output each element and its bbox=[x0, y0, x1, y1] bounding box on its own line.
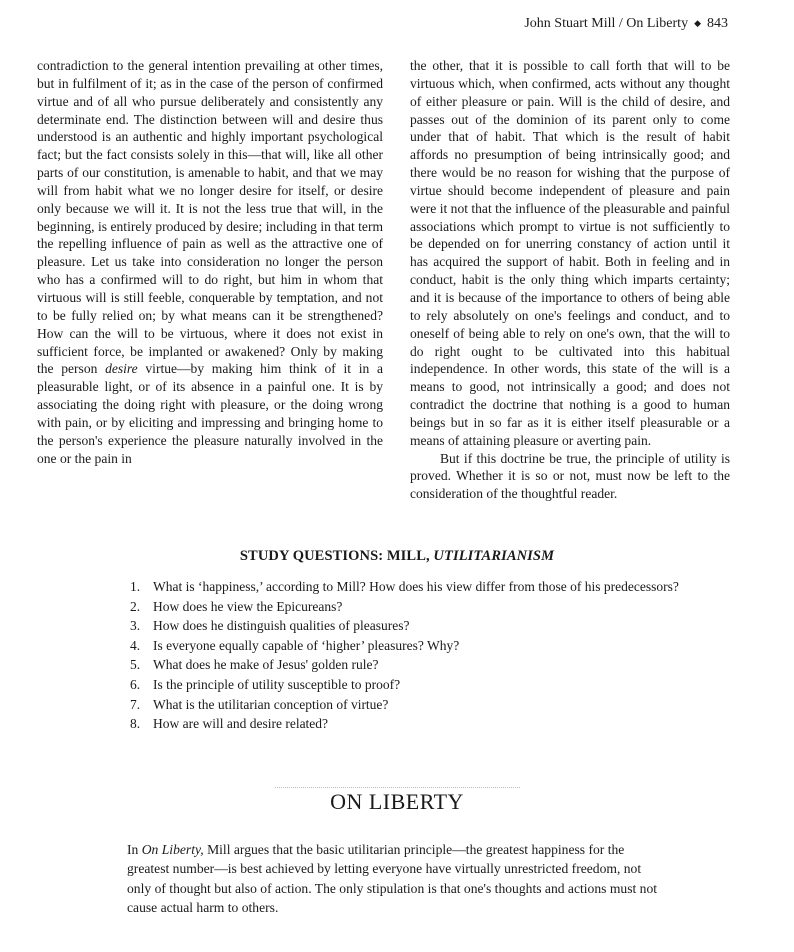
intro-text-start: In bbox=[127, 842, 142, 857]
section-divider bbox=[275, 787, 520, 788]
study-question bbox=[130, 616, 690, 636]
left-column-paragraph bbox=[37, 57, 383, 467]
section-title: ON LIBERTY bbox=[330, 789, 464, 814]
study-question bbox=[130, 577, 690, 597]
intro-text-end: Mill argues that the basic utilitarian principle—the greatest happiness for the greatest number—is best achieved by letting everyone have virtually unrestricted freedom, not only of thought but also of action. The only stipulation is that one's thoughts and actions must not cause actual harm to others. bbox=[127, 842, 658, 916]
study-questions-list bbox=[130, 577, 690, 734]
running-head bbox=[524, 16, 728, 32]
question-number: 5. bbox=[130, 657, 141, 673]
section-intro bbox=[127, 840, 663, 918]
left-text-end: virtue—by making him think of it in a pleasurable light, or of its absence in a painful one. It is by associating the doing right with pleasure, or the doing wrong with pain, or by eliciting and impressing and bringing home to the person's experience the pleasure naturally involved in the one or the pain in bbox=[37, 361, 383, 466]
question-number: 4. bbox=[130, 637, 141, 653]
question-number: 1. bbox=[130, 579, 141, 594]
question-number: 7. bbox=[130, 696, 141, 712]
left-column bbox=[37, 57, 383, 467]
left-text-start: contradiction to the general intention prevailing at other times, but in fulfilment of it; as in the case of the person of confirmed virtue and of all who pursue deliberately and consistently any determinate end. The distinction between will and desire thus understood is an authentic and highly important psychological fact; but the fact consists solely in this—that will, like all other parts of our constitution, is amenable to habit, and that we may will from habit what we no longer desire for itself, or desire only because we will it. It is not the less true that will, in the beginning, is entirely produced by desire; including in that term the repelling influence of pain as well as the attractive one of pleasure. Let us take into consideration no longer the person who has a confirmed will to do right, but him in whom that virtuous will is still feeble, conquerable by temptation, and not to be fully relied on; by what means can it be strengthened? How can the will to be virtuous, where it does not exist in sufficient force, be implanted or awakened? Only by making the person bbox=[37, 58, 383, 377]
study-questions-heading-work: UTILITARIANISM bbox=[433, 548, 555, 564]
study-question bbox=[130, 714, 690, 734]
question-text: What is ‘happiness,’ according to Mill? How does his view differ from those of his predecessors? bbox=[153, 579, 679, 594]
question-number: 8. bbox=[130, 716, 141, 732]
intro-work-title: On Liberty, bbox=[141, 842, 204, 857]
question-text: Is everyone equally capable of ‘higher’ pleasures? Why? bbox=[153, 637, 460, 653]
right-column bbox=[410, 57, 730, 503]
question-number: 6. bbox=[130, 676, 141, 692]
study-questions-heading-prefix: STUDY QUESTIONS: MILL, bbox=[239, 548, 434, 564]
study-question bbox=[130, 655, 690, 675]
right-column-paragraph-2: But if this doctrine be true, the principle of utility is proved. Whether it is so or not, must now be left to the consideration of the thoughtful reader. bbox=[410, 450, 730, 502]
study-questions-heading bbox=[0, 548, 794, 565]
question-text: What is the utilitarian conception of virtue? bbox=[153, 696, 389, 712]
study-question bbox=[130, 695, 690, 715]
study-question bbox=[130, 636, 690, 656]
diamond-ornament-icon: ◆ bbox=[694, 18, 701, 28]
question-text: Is the principle of utility susceptible to proof? bbox=[153, 676, 401, 692]
running-head-title: John Stuart Mill / On Liberty bbox=[524, 16, 689, 31]
emphasized-word: desire bbox=[105, 361, 138, 377]
question-number: 2. bbox=[130, 598, 141, 614]
right-column-paragraph-1: the other, that it is possible to call forth that will to be virtuous which, when confirmed, acts without any thought of either pleasure or pain. Will is the child of desire, and passes out of the dominion of its parent only to come under that of habit. That which is the result of habit affords no presumption of being intrinsically good; and there would be no reason for wishing that the purpose of virtue should become independent of pleasure and pain were it not that the influence of the pleasurable and painful associations which prompt to virtue is not sufficiently to be depended on for unerring constancy of action until it has acquired the support of habit. Both in feeling and in conduct, habit is the only thing which imparts certainty; and it is because of the importance to others of being able to rely absolutely on one's feelings and conduct, and to oneself of being able to rely on one's own, that the will to do right ought to be cultivated into this habitual independence. In other words, this state of the will is a means to good, not intrinsically a good; and does not contradict the doctrine that nothing is a good to human beings but in so far as it is either itself pleasurable or a means of attaining pleasure or averting pain. bbox=[410, 58, 730, 448]
question-text: How are will and desire related? bbox=[153, 716, 329, 732]
study-question bbox=[130, 675, 690, 695]
page-number: 843 bbox=[707, 16, 728, 31]
question-text: How does he view the Epicureans? bbox=[153, 598, 343, 614]
question-text: What does he make of Jesus' golden rule? bbox=[153, 657, 379, 673]
study-question bbox=[130, 597, 690, 617]
question-number: 3. bbox=[130, 618, 141, 634]
question-text: How does he distinguish qualities of pleasures? bbox=[153, 618, 410, 634]
